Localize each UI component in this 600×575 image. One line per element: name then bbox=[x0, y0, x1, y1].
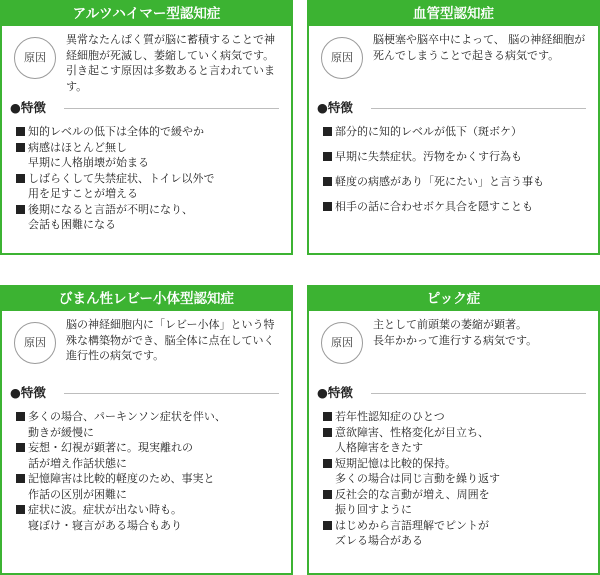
square-bullet-icon bbox=[16, 443, 25, 452]
card-alzheimer bbox=[0, 0, 293, 255]
feature-list bbox=[16, 124, 283, 233]
list-item: 軽度の病感があり「死にたい」と言う事も bbox=[323, 174, 590, 190]
list-item: 意欲障害、性格変化が目立ち、 人格障害をきたす bbox=[323, 425, 590, 456]
list-item: 相手の話に合わせボケ具合を隠すことも bbox=[323, 199, 590, 215]
square-bullet-icon bbox=[323, 127, 332, 136]
cause-section bbox=[2, 311, 291, 364]
list-item: 症状に波。症状が出ない時も。 寝ぼけ・寝言がある場合もあり bbox=[16, 502, 283, 533]
feature-divider bbox=[64, 108, 279, 109]
feature-list bbox=[16, 409, 283, 533]
square-bullet-icon bbox=[323, 521, 332, 530]
feature-divider bbox=[64, 393, 279, 394]
list-item: 多くの場合、パーキンソン症状を伴い、 動きが緩慢に bbox=[16, 409, 283, 440]
list-item: 病感はほとんど無し 早期に人格崩壊が始まる bbox=[16, 140, 283, 171]
cause-section bbox=[309, 311, 598, 364]
card-title: 血管型認知症 bbox=[309, 2, 598, 26]
square-bullet-icon bbox=[16, 174, 25, 183]
cause-badge: 原因 bbox=[321, 322, 363, 364]
card-title: ピック症 bbox=[309, 287, 598, 311]
list-item: 短期記憶は比較的保持。 多くの場合は同じ言動を繰り返す bbox=[323, 456, 590, 487]
cause-text: 主として前頭葉の萎縮が顕著。 長年かかって進行する病気です。 bbox=[373, 318, 538, 347]
square-bullet-icon bbox=[16, 143, 25, 152]
cause-text: 脳の神経細胞内に「レビー小体」という特殊な構築物ができ、脳全体に点在していく進行性の病気です。 bbox=[66, 318, 275, 362]
list-item: 記憶障害は比較的軽度のため、事実と 作話の区別が困難に bbox=[16, 471, 283, 502]
list-item: 知的レベルの低下は全体的で緩やか bbox=[16, 124, 283, 140]
square-bullet-icon bbox=[323, 412, 332, 421]
square-bullet-icon bbox=[16, 205, 25, 214]
square-bullet-icon bbox=[323, 428, 332, 437]
square-bullet-icon bbox=[323, 177, 332, 186]
cause-badge: 原因 bbox=[14, 322, 56, 364]
feature-heading: ●特徴 bbox=[10, 100, 46, 115]
square-bullet-icon bbox=[16, 474, 25, 483]
list-item: 妄想・幻視が顕著に。現実離れの 話が増え作話状態に bbox=[16, 440, 283, 471]
list-item: しばらくして失禁症状、トイレ以外で 用を足すことが増える bbox=[16, 171, 283, 202]
list-item: 若年性認知症のひとつ bbox=[323, 409, 590, 425]
cause-text: 異常なたんぱく質が脳に蓄積することで神経細胞が死滅し、萎縮していく病気です。引き起こす原因は多数あると言われています。 bbox=[66, 33, 275, 93]
square-bullet-icon bbox=[16, 127, 25, 136]
square-bullet-icon bbox=[323, 152, 332, 161]
cause-badge: 原因 bbox=[14, 37, 56, 79]
card-lewy-body bbox=[0, 285, 293, 575]
list-item: はじめから言語理解でピントが ズレる場合がある bbox=[323, 518, 590, 549]
feature-list bbox=[323, 124, 590, 224]
square-bullet-icon bbox=[16, 505, 25, 514]
card-vascular bbox=[307, 0, 600, 255]
card-pick bbox=[307, 285, 600, 575]
cause-badge: 原因 bbox=[321, 37, 363, 79]
cause-text: 脳梗塞や脳卒中によって、 脳の神経細胞が死んでしまうことで起きる病気です。 bbox=[373, 33, 586, 62]
feature-divider bbox=[371, 108, 586, 109]
square-bullet-icon bbox=[323, 202, 332, 211]
feature-heading: ●特徴 bbox=[317, 100, 353, 115]
feature-heading: ●特徴 bbox=[317, 385, 353, 400]
cause-section bbox=[2, 26, 291, 94]
card-title: アルツハイマー型認知症 bbox=[2, 2, 291, 26]
square-bullet-icon bbox=[323, 490, 332, 499]
list-item: 部分的に知的レベルが低下（斑ボケ） bbox=[323, 124, 590, 140]
card-title: びまん性レビー小体型認知症 bbox=[2, 287, 291, 311]
list-item: 反社会的な言動が増え、周囲を 振り回すように bbox=[323, 487, 590, 518]
list-item: 後期になると言語が不明になり、 会話も困難になる bbox=[16, 202, 283, 233]
feature-divider bbox=[371, 393, 586, 394]
list-item: 早期に失禁症状。汚物をかくす行為も bbox=[323, 149, 590, 165]
cause-section bbox=[309, 26, 598, 79]
square-bullet-icon bbox=[323, 459, 332, 468]
feature-heading: ●特徴 bbox=[10, 385, 46, 400]
square-bullet-icon bbox=[16, 412, 25, 421]
feature-list bbox=[323, 409, 590, 549]
